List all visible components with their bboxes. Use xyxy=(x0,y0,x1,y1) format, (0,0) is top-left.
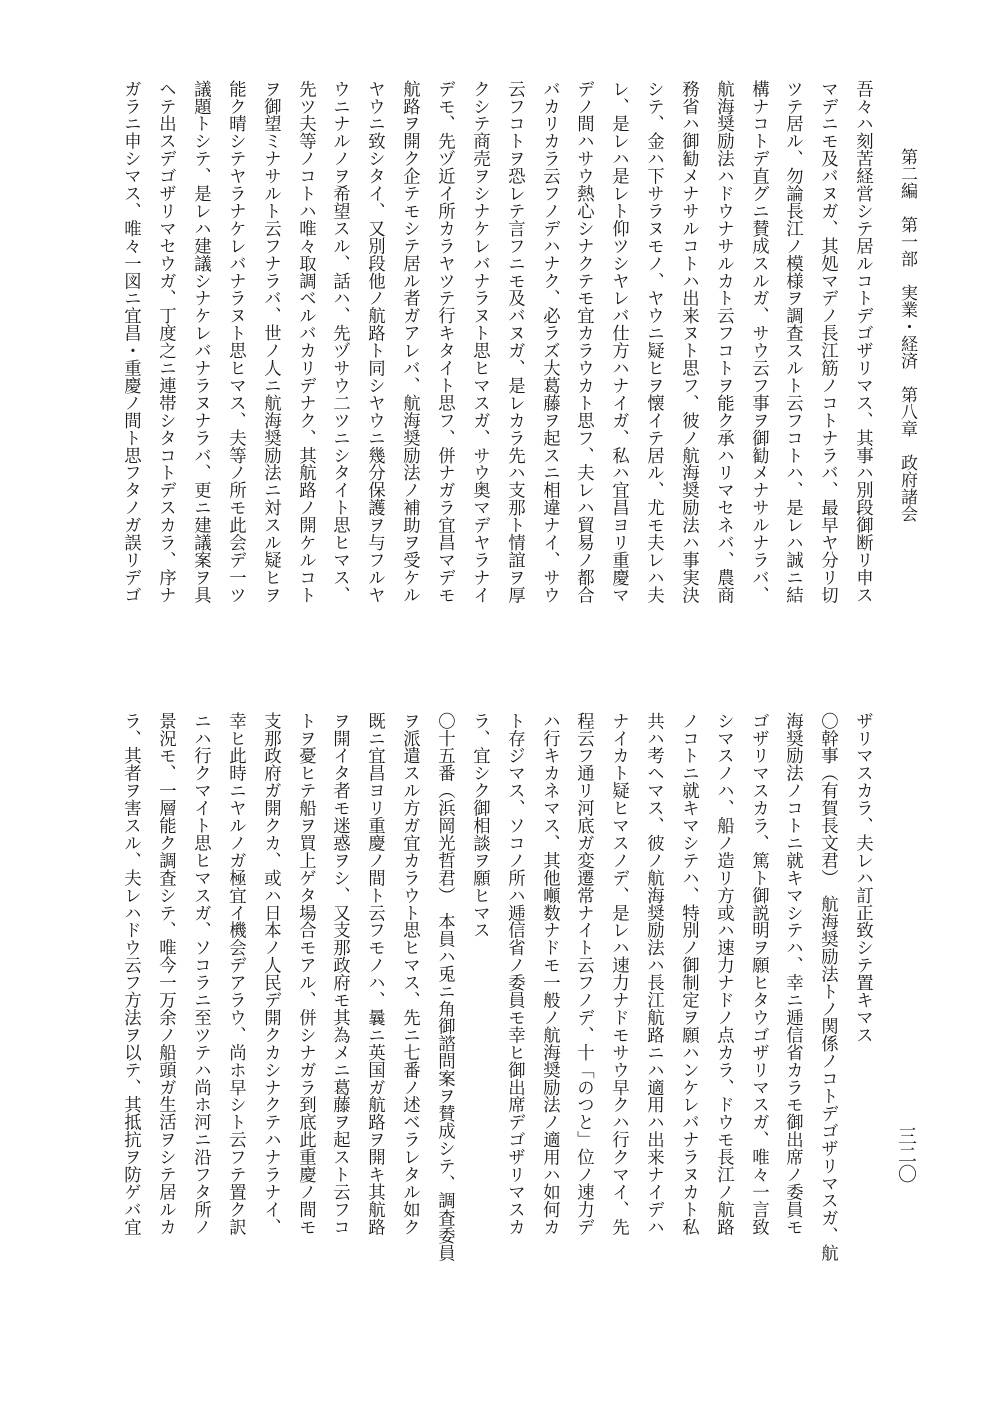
text-column: ヲ開イタ者モ迷惑ヲシ、又支那政府モ其為メニ葛藤ヲ起スト云フコ xyxy=(329,712,350,1236)
text-column: ヲ御望ミナサルト云フナラバ、世ノ人ニ航海奨励法ニ対スル疑ヒヲ xyxy=(260,80,281,604)
speaker-column: 〇十五番（浜岡光哲君） 本員ハ兎ニ角御諮問案ヲ賛成シテ、調査委員 xyxy=(434,712,455,1262)
text-column: 海奨励法ノコトニ就キマシテハ、幸ニ逓信省カラモ御出席ノ委員モ xyxy=(782,712,803,1236)
text-column: ザリマスカラ、夫レハ訂正致シテ置キマス xyxy=(852,712,873,1044)
text-column: ヘテ出スデゴザリマセウガ、丁度之ニ連帯シタコトデスカラ、序ナ xyxy=(155,80,176,604)
text-column: ウニナルノヲ希望スル、話ハ、先ヅサウ二ツニシタイト思ヒマス、 xyxy=(329,80,350,604)
text-column: 程云フ通リ河底ガ変遷常ナイト云フノデ、十「のつと」位ノ速力デ xyxy=(573,712,594,1236)
text-column: 議題トシテ、是レハ建議シナケレバナラヌナラバ、更ニ建議案ヲ具 xyxy=(190,80,211,604)
text-column: 務省ハ御勧メナサルコトハ出来ヌト思フ、彼ノ航海奨励法ハ事実決 xyxy=(678,80,699,604)
text-column: トヲ憂ヒテ船ヲ買上ゲタ場合モアル、併シナガラ到底此重慶ノ間モ xyxy=(295,712,316,1236)
text-column: 能ク晴シテヤラナケレバナラヌト思ヒマス、夫等ノ所モ此会デ一ツ xyxy=(225,80,246,604)
text-column: デノ間ハサウ熱心シナクテモ宜カラウカト思フ、夫レハ貿易ノ都合 xyxy=(573,80,594,604)
text-column: バカリカラ云フノデハナク、必ラズ大葛藤ヲ起スニ相違ナイ、サウ xyxy=(539,80,560,604)
text-column: ヲ派遣スル方ガ宜カラウト思ヒマス、先ニ七番ノ述ベラレタル如ク xyxy=(399,712,420,1236)
text-column: レ、是レハ是レト仰ツシヤレバ仕方ハナイガ、私ハ宜昌ヨリ重慶マ xyxy=(608,80,629,604)
text-column: クシテ商売ヲシナケレバナラヌト思ヒマスガ、サウ奥マデヤラナイ xyxy=(469,80,490,604)
text-column: ノコトニ就キマシテハ、特別ノ御制定ヲ願ハンケレバナラヌカト私 xyxy=(678,712,699,1236)
speaker-column: 〇幹事（有賀長文君） 航海奨励法トノ関係ノコトデゴザリマスガ、航 xyxy=(817,712,838,1262)
text-column: ニハ行クマイト思ヒマスガ、ソコラニ至ツテハ尚ホ河ニ沿フタ所ノ xyxy=(190,712,211,1236)
text-column: ガラニ申シマス、唯々一図ニ宜昌・重慶ノ間ト思フタノガ誤リデゴ xyxy=(120,80,141,604)
text-column: シマスノハ、船ノ造リ方或ハ速力ナドノ点カラ、ドウモ長江ノ航路 xyxy=(713,712,734,1236)
text-column: ラ、宜シク御相談ヲ願ヒマス xyxy=(469,712,490,939)
text-column: 航路ヲ開ク企テモシテ居ル者ガアレバ、航海奨励法ノ補助ヲ受ケル xyxy=(399,80,420,604)
text-column: 既ニ宜昌ヨリ重慶ノ間ト云フモノハ、曩ニ英国ガ航路ヲ開キ其航路 xyxy=(364,712,385,1236)
text-column: シテ、金ハ下サラヌモノ、ヤウニ疑ヒヲ懐イテ居ル、尤モ夫レハ夫 xyxy=(643,80,664,604)
text-column: 幸ヒ此時ニヤルノガ極宜イ機会デアラウ、尚ホ早シト云フテ置ク訳 xyxy=(225,712,246,1236)
text-column: ラ、其者ヲ害スル、夫レハドウ云フ方法ヲ以テ、其抵抗ヲ防ゲバ宜 xyxy=(120,712,141,1236)
text-column: 構ナコトデ直グニ賛成スルガ、サウ云フ事ヲ御勧メナサルナラバ、 xyxy=(748,80,769,604)
text-column: 先ツ夫等ノコトハ唯々取調ベルバカリデナク、其航路ノ開ケルコト xyxy=(295,80,316,604)
text-column: 云フコトヲ恐レテ言フニモ及バヌガ、是レカラ先ハ支那ト情誼ヲ厚 xyxy=(504,80,525,604)
text-column: ハ行キカネマス、其他噸数ナドモ一般ノ航海奨励法ノ適用ハ如何カ xyxy=(539,712,560,1236)
text-column: ツテ居ル、勿論長江ノ模様ヲ調査スルト云フコトハ、是レハ誠ニ結 xyxy=(782,80,803,604)
text-column: 吾々ハ刻苦経営シテ居ルコトデゴザリマス、其事ハ別段御断リ申ス xyxy=(852,80,873,604)
page-number: 三二〇 xyxy=(895,1126,917,1183)
text-column: マデニモ及バヌガ、其処マデノ長江筋ノコトナラバ、最早ヤ分リ切 xyxy=(817,80,838,604)
text-column: 共ハ考ヘマス、彼ノ航海奨励法ハ長江航路ニハ適用ハ出来ナイデハ xyxy=(643,712,664,1236)
text-column: 航海奨励法ハドウナサルカト云フコトヲ能ク承ハリマセネバ、農商 xyxy=(713,80,734,604)
text-column: ト存ジマス、ソコノ所ハ逓信省ノ委員モ幸ヒ御出席デゴザリマスカ xyxy=(504,712,525,1236)
text-column: 支那政府ガ開クカ、或ハ日本ノ人民デ開クカシナクテハナラナイ、 xyxy=(260,712,281,1236)
text-column: 景況モ、一層能ク調査シテ、唯今一万余ノ船頭ガ生活ヲシテ居ルカ xyxy=(155,712,176,1236)
running-header: 第二編 第一部 実業・経済 第八章 政府諸会 xyxy=(897,148,917,522)
text-column: ヤウニ致シタイ、又別段他ノ航路ト同シヤウニ幾分保護ヲ与フルヤ xyxy=(364,80,385,604)
text-column: ゴザリマスカラ、篤ト御説明ヲ願ヒタウゴザリマスガ、唯々一言致 xyxy=(748,712,769,1236)
text-column: デモ、先ヅ近イ所カラヤツテ行キタイト思フ、併ナガラ宜昌マデモ xyxy=(434,80,455,604)
text-column: ナイカト疑ヒマスノデ、是レハ速力ナドモサウ早クハ行クマイ、先 xyxy=(608,712,629,1236)
